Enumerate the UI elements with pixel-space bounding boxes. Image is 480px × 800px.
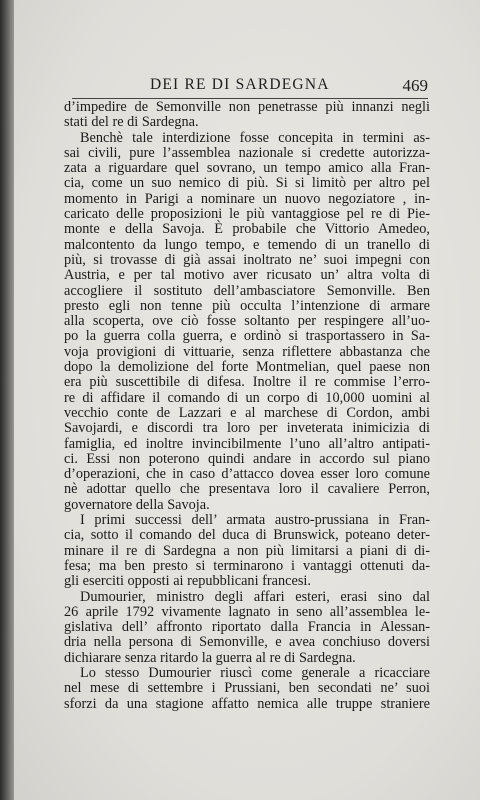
- text-line: d’impedire de Semonville non penetrasse più innanzi negli: [64, 99, 430, 115]
- text-line: monte e della Savoja. È probabile che Vittorio Amedeo,: [64, 221, 430, 238]
- text-line: I primi successi dell’ armata austro-prussiana in Fran-: [80, 512, 430, 529]
- text-line: cia, come un suo nemico di più. Si si limitò per altro pel: [64, 175, 430, 192]
- text-line: dopo la demolizione del forte Montmelian, quel paese non: [64, 359, 430, 376]
- text-line: dria nella persona di Semonville, e avea conchiuso doversi: [64, 634, 430, 651]
- text-line: era più suscettibile di difesa. Inoltre il re commise l’erro-: [64, 374, 430, 391]
- page-header: [72, 76, 428, 99]
- text-line: malcontento da lungo tempo, e temendo di un tranello di: [64, 236, 430, 253]
- text-line: cia, sotto il comando del duca di Brunswick, poteano deter-: [64, 527, 430, 544]
- text-line: presto egli non tenne più occulta l’intenzione di armare: [64, 297, 430, 314]
- text-line: Lo stesso Dumourier riuscì come generale a ricacciare: [80, 664, 430, 681]
- text-line: alla scoperta, ove ciò fosse soltanto per respingere all’uo-: [64, 313, 430, 330]
- text-line: famiglia, ed inoltre invincibilmente l’uno all’altro antipati-: [64, 435, 430, 452]
- book-binding-shadow: [0, 0, 14, 800]
- text-line: zata a riguardare quel sovrano, un tempo amico alla Fran-: [64, 160, 430, 177]
- page-number: 469: [402, 76, 428, 95]
- text-line: accogliere il sostituto dell’ambasciatore Semonville. Ben: [64, 282, 430, 299]
- text-line: dichiarare senza ritardo la guerra al re di Sardegna.: [64, 649, 356, 666]
- text-line: fesa; ma ben presto si terminarono i vantaggi ottenuti da-: [64, 557, 430, 574]
- text-line: sforzi da una stagione affatto nemica alle truppe straniere: [64, 695, 430, 712]
- text-line: po la guerra colla guerra, e ordinò si trasportassero in Sa-: [64, 328, 430, 345]
- text-line: nè adottar quello che presentava loro il cavaliere Perron,: [64, 481, 430, 498]
- text-line: stati del re di Sardegna.: [64, 114, 199, 131]
- text-line: 26 aprile 1792 vivamente lagnato in seno all’assemblea le-: [64, 603, 430, 620]
- book-page: [14, 0, 480, 800]
- text-line: gli eserciti opposti ai repubblicani francesi.: [64, 573, 311, 590]
- text-line: Benchè tale interdizione fosse concepita in termini as-: [80, 129, 430, 146]
- text-line: Savojardi, e discordi tra loro per inveterata inimicizia di: [64, 420, 430, 437]
- text-line: Dumourier, ministro degli affari esteri, erasi sino dal: [80, 588, 430, 605]
- running-title: DEI RE DI SARDEGNA: [150, 76, 330, 93]
- text-line: Austria, e per tal motivo aver ricusato un’ altra volta di: [64, 267, 430, 284]
- body-text: [64, 100, 430, 712]
- text-line: nel mese di settembre i Prussiani, ben secondati ne’ suoi: [64, 680, 430, 697]
- text-line: gislativa dell’ affronto riportato dalla Francia in Alessan-: [64, 619, 430, 636]
- text-line: minare il re di Sardegna a non più limitarsi a piani di di-: [64, 542, 430, 559]
- text-line: governatore della Savoja.: [64, 496, 210, 513]
- text-line: re di affidare il comando di un corpo di 10,000 uomini al: [64, 389, 430, 406]
- text-line: voja provigioni di vittuarie, senza riflettere abbastanza che: [64, 343, 430, 360]
- text-line: vecchio conte de Lazzari e al marchese di Cordon, ambi: [64, 404, 430, 421]
- text-line: d’operazioni, che in caso d’attacco dovea esser loro comune: [64, 466, 430, 483]
- text-line: più, si trovasse di già assai inoltrato ne’ suoi impegni con: [64, 251, 430, 268]
- text-line: sai civili, pure l’assemblea nazionale si credette autorizza-: [64, 144, 430, 161]
- text-line: caricato delle proposizioni le più vantaggiose pel re di Pie-: [64, 206, 430, 223]
- text-line: ci. Essi non poterono quindi andare in accordo sul piano: [64, 450, 430, 467]
- text-line: momento in Parigi a nominare un nuovo negoziatore , in-: [64, 190, 430, 207]
